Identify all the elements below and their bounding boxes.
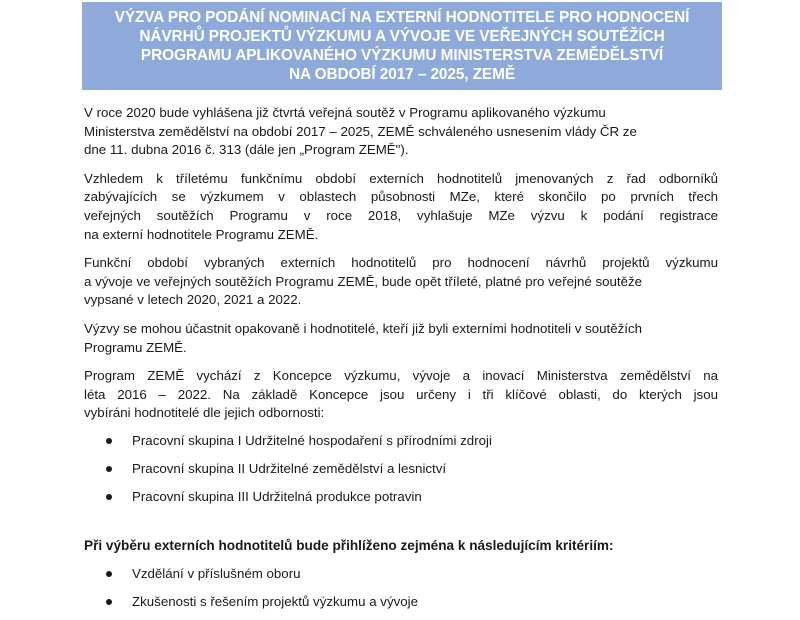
title-line: VÝZVA PRO PODÁNÍ NOMINACÍ NA EXTERNÍ HODNOTITELE PRO HODNOCENÍ: [114, 9, 690, 26]
text-line: a vývoje ve veřejných soutěžích Programu ZEMĚ, bude opět tříleté, platné pro veřejné soutěže: [84, 273, 643, 289]
list-item-text: Vzdělání v příslušném oboru: [132, 566, 301, 581]
document-body: [84, 104, 718, 515]
bullet-icon: [106, 494, 112, 500]
list-item: [84, 564, 718, 592]
list-item-text: Pracovní skupina II Udržitelné zemědělství a lesnictví: [132, 460, 447, 476]
title-line: PROGRAMU APLIKOVANÉHO VÝZKUMU MINISTERSTVA ZEMĚDĚLSTVÍ: [140, 47, 664, 64]
text-line: Výzvy se mohou účastnit opakovaně i hodnotitelé, kteří již byli externími hodnotiteli v soutěžích: [84, 320, 643, 336]
list-item: [84, 592, 718, 620]
text-line: Program ZEMĚ vychází z Koncepce výzkumu, vývoje a inovací Ministerstva zemědělství na: [84, 368, 718, 384]
bullet-icon: [106, 438, 112, 444]
list-item-text: Pracovní skupina I Udržitelné hospodaření s přírodními zdroji: [132, 432, 492, 448]
text-line: veřejných soutěžích Programu v roce 2018, vyhlašuje MZe výzvu k podání registrace: [84, 207, 718, 223]
title-line: NÁVRHŮ PROJEKTŮ VÝZKUMU A VÝVOJE VE VEŘEJNÝCH SOUTĚŽÍCH: [139, 28, 665, 45]
title-banner: [82, 2, 722, 90]
text-line: Ministerstva zemědělství na období 2017 – 2025, ZEMĚ schváleného usnesením vlády ČR ze: [84, 123, 637, 139]
text-line: dne 11. dubna 2016 č. 313 (dále jen „Program ZEMĚ").: [84, 142, 409, 158]
list-item: [84, 459, 718, 487]
title-line: NA OBDOBÍ 2017 – 2025, ZEMĚ: [289, 66, 515, 83]
text-line: léta 2016 – 2022. Na základě Koncepce jsou určeny i tři klíčové oblasti, do kterých jsou: [84, 386, 718, 402]
text-line: Programu ZEMĚ.: [84, 339, 187, 355]
paragraph-intro: [84, 104, 718, 160]
text-line: zabývajících se výzkumem v oblastech působnosti MZe, které skončilo po prvních třech: [84, 189, 718, 205]
text-line: vybíráni hodnotitelé dle jejich odbornosti:: [84, 405, 325, 421]
bullet-icon: [106, 571, 112, 577]
text-line: na externí hodnotitele Programu ZEMĚ.: [84, 226, 319, 242]
list-item: [84, 431, 718, 459]
list-item: [84, 487, 718, 515]
text-line: Funkční období vybraných externích hodnotitelů pro hodnocení návrhů projektů výzkumu: [84, 255, 718, 271]
bullet-icon: [106, 466, 112, 472]
paragraph-repeat: [84, 320, 718, 357]
list-item-text: Zkušenosti s řešením projektů výzkumu a vývoje: [132, 594, 418, 609]
working-groups-list: [84, 431, 718, 515]
text-line: V roce 2020 bude vyhlášena již čtvrtá veřejná soutěž v Programu aplikovaného výzkumu: [84, 105, 606, 120]
text-line: Vzhledem k tříletému funkčnímu období externích hodnotitelů jmenovaných z řad odborníků: [84, 170, 718, 186]
paragraph-concept: [84, 367, 718, 423]
list-item-text: Pracovní skupina III Udržitelná produkce potravin: [132, 488, 422, 504]
criteria-heading: Při výběru externích hodnotitelů bude přihlíženo zejména k následujícím kritériím:: [84, 538, 614, 553]
paragraph-term: [84, 170, 718, 244]
bullet-icon: [106, 599, 112, 605]
criteria-section: [84, 564, 718, 620]
paragraph-function-period: [84, 254, 718, 310]
criteria-list: [84, 564, 718, 620]
text-line: vypsané v letech 2020, 2021 a 2022.: [84, 292, 302, 308]
